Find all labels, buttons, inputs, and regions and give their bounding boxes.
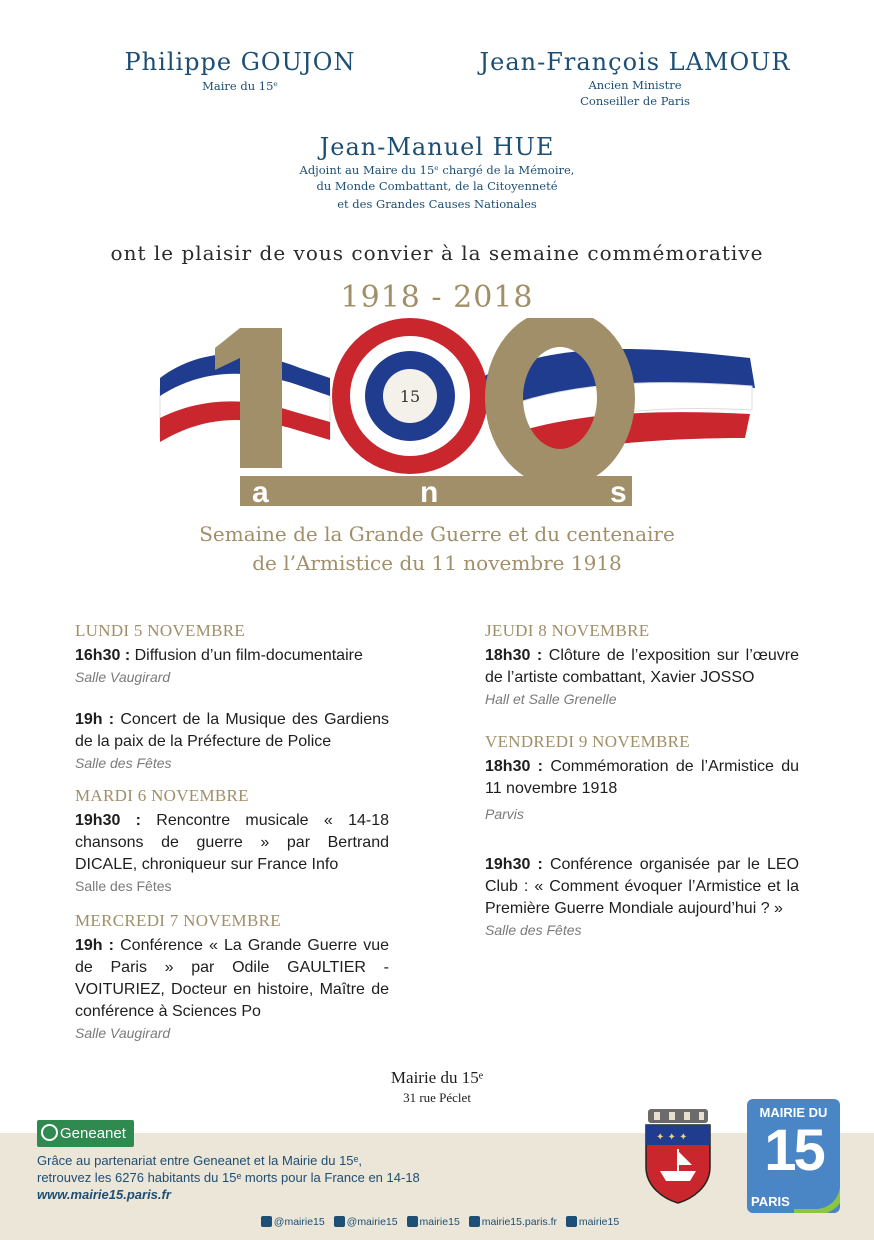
social-facebook[interactable]: @mairie15: [346, 1216, 398, 1228]
host-title-lamour-1: Ancien Ministre: [588, 78, 682, 92]
event-place: Salle Vaugirard: [75, 669, 171, 685]
event-text: Diffusion d’un film-documentaire: [130, 647, 363, 664]
event-place: Salle des Fêtes: [75, 878, 172, 894]
event-entry: [485, 756, 799, 800]
mairie15-logo[interactable]: [747, 1099, 840, 1213]
event-entry: [75, 810, 389, 876]
invitation-text: ont le plaisir de vous convier à la semaine commémorative: [110, 241, 764, 265]
ans-letter-a: a: [252, 476, 269, 509]
social-web[interactable]: mairie15.paris.fr: [481, 1216, 557, 1228]
event-time: 19h30 :: [485, 856, 543, 873]
tree-icon: [41, 1124, 58, 1141]
mairie15-logo-bottom: PARIS: [751, 1194, 790, 1209]
partner-line-2: retrouvez les 6276 habitants du 15ᵉ morts pour la France en 14-18: [37, 1170, 420, 1185]
host-title-goujon: Maire du 15ᵉ: [202, 79, 278, 93]
event-time: 18h30 :: [485, 647, 543, 664]
event-time: 18h30 :: [485, 758, 544, 775]
partner-line-1: Grâce au partenariat entre Geneanet et la Mairie du 15ᵉ,: [37, 1153, 362, 1168]
event-entry: [485, 854, 799, 920]
event-time: 19h :: [75, 937, 115, 954]
event-time: 19h :: [75, 711, 115, 728]
program-right-column: [485, 620, 799, 940]
venue-address: 31 rue Péclet: [403, 1090, 471, 1105]
venue-name: Mairie du 15ᵉ: [390, 1068, 484, 1087]
day-heading: MARDI 6 NOVEMBRE: [75, 786, 249, 805]
event-text: Clôture de l’exposition sur l’œuvre de l’artiste combattant, Xavier JOSSO: [485, 647, 799, 686]
event-text: Conférence « La Grande Guerre vue de Paris » par Odile GAULTIER - VOITURIEZ, Docteur en histoire, Maître de conférence à Sciences Po: [75, 937, 390, 1020]
mairie15-logo-number: 15: [764, 1118, 823, 1183]
event-place: Salle Vaugirard: [75, 1025, 171, 1041]
event-text: Commémoration de l’Armistice du 11 novembre 1918: [485, 758, 800, 797]
rosette-label: 15: [399, 387, 421, 406]
coat-of-arms-icon: [642, 1107, 714, 1205]
website-link[interactable]: www.mairie15.paris.fr: [37, 1187, 171, 1202]
host-name-hue: Jean-Manuel HUE: [319, 133, 555, 161]
social-twitter[interactable]: @mairie15: [273, 1216, 325, 1228]
event-entry: [75, 935, 389, 1023]
social-instagram[interactable]: mairie15: [419, 1216, 460, 1228]
event-time: 19h30 :: [75, 812, 141, 829]
event-text: Concert de la Musique des Gardiens de la paix de la Préfecture de Police: [75, 711, 390, 750]
event-subtitle: [0, 520, 874, 578]
twitter-icon[interactable]: [261, 1216, 272, 1227]
centenary-logo: [140, 318, 770, 510]
event-text: Rencontre musicale « 14-18 chansons de guerre » par Bertrand DICALE, chroniqueur sur France Info: [75, 812, 389, 873]
svg-text:✦ ✦ ✦: ✦ ✦ ✦: [656, 1132, 688, 1143]
subtitle-line-2: de l’Armistice du 11 novembre 1918: [252, 551, 622, 575]
web-icon[interactable]: [469, 1216, 480, 1227]
host-name-lamour: Jean-François LAMOUR: [479, 48, 791, 76]
mairie15-logo-top: MAIRIE DU: [759, 1105, 828, 1120]
event-place: Parvis: [485, 806, 524, 822]
program-left-column: [75, 620, 389, 1043]
ans-letter-s: s: [610, 476, 627, 509]
event-entry: [485, 645, 799, 689]
host-title-lamour-2: Conseiller de Paris: [580, 94, 690, 108]
dailymotion-icon[interactable]: [566, 1216, 577, 1227]
event-text: Conférence organisée par le LEO Club : « Comment évoquer l’Armistice et la Première Guerre Mondiale aujourd’hui ? »: [485, 856, 800, 917]
years-heading: 1918 - 2018: [340, 280, 534, 315]
geneanet-logo-text: Geneanet: [60, 1125, 126, 1142]
event-place: Hall et Salle Grenelle: [485, 691, 617, 707]
green-swoosh-icon: [794, 1179, 840, 1213]
day-heading: JEUDI 8 NOVEMBRE: [485, 621, 650, 640]
social-links: [0, 1216, 874, 1228]
event-time: 16h30 :: [75, 647, 131, 664]
social-dailymotion[interactable]: mairie15: [578, 1216, 620, 1228]
event-place: Salle des Fêtes: [485, 922, 582, 938]
facebook-icon[interactable]: [334, 1216, 345, 1227]
day-heading: VENDREDI 9 NOVEMBRE: [485, 732, 690, 751]
host-title-hue-3: et des Grandes Causes Nationales: [337, 197, 537, 211]
geneanet-logo[interactable]: [37, 1120, 134, 1147]
partner-text: [37, 1152, 597, 1203]
host-name-goujon: Philippe GOUJON: [124, 48, 356, 76]
host-title-hue-2: du Monde Combattant, de la Citoyenneté: [316, 179, 558, 193]
day-heading: MERCREDI 7 NOVEMBRE: [75, 911, 281, 930]
day-heading: LUNDI 5 NOVEMBRE: [75, 621, 246, 640]
host-title-hue-1: Adjoint au Maire du 15ᵉ chargé de la Mémoire,: [299, 163, 575, 177]
ans-letter-n: n: [420, 476, 439, 509]
subtitle-line-1: Semaine de la Grande Guerre et du centenaire: [199, 522, 675, 546]
instagram-icon[interactable]: [407, 1216, 418, 1227]
event-place: Salle des Fêtes: [75, 755, 172, 771]
event-entry: [75, 645, 389, 667]
event-entry: [75, 709, 389, 753]
